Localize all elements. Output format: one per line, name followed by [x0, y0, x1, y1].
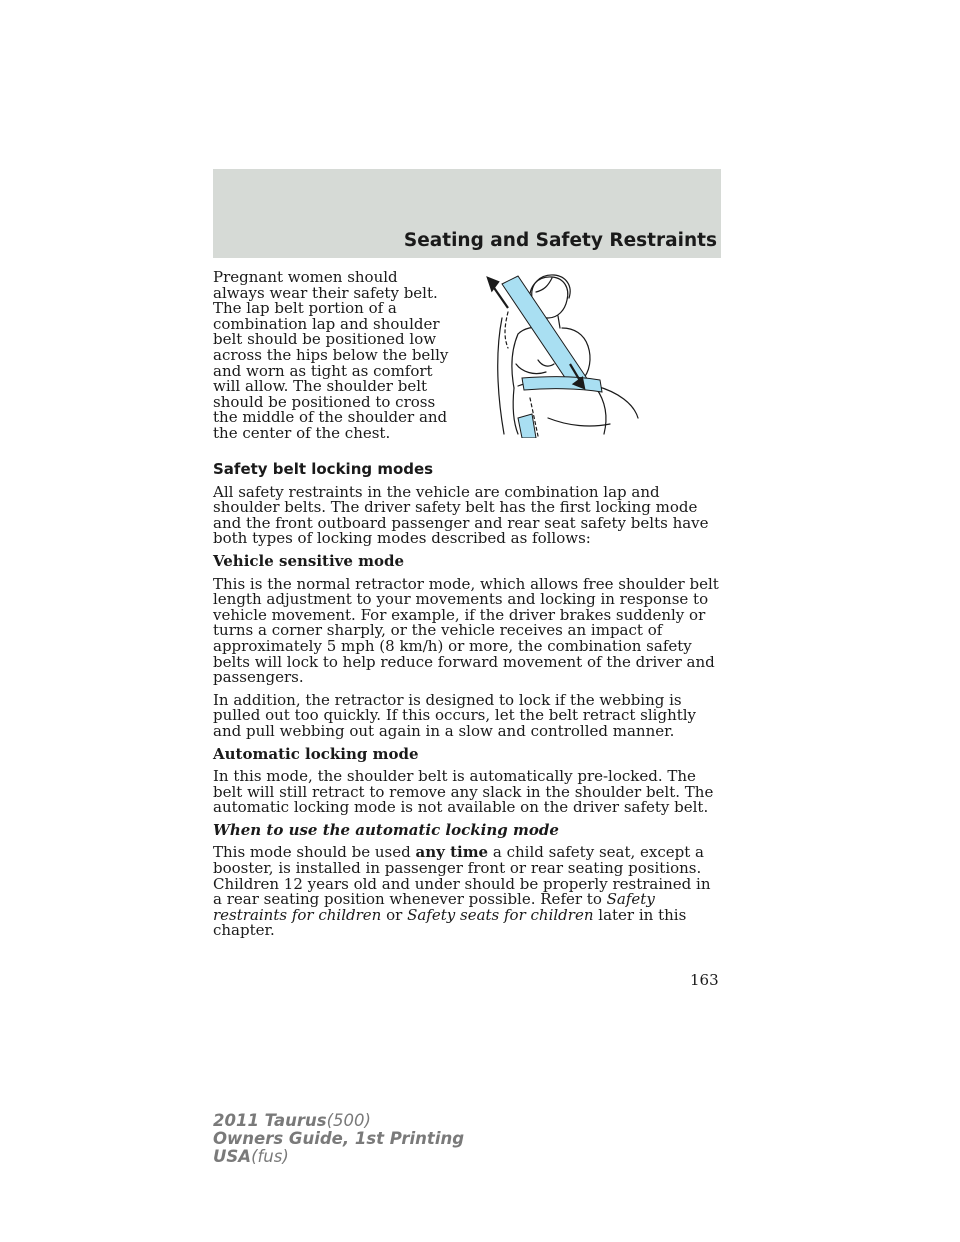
body-text — [213, 270, 723, 946]
automatic-locking-heading: Automatic locking mode — [213, 744, 419, 763]
footer-line-2: Owners Guide, 1st Printing — [213, 1129, 465, 1148]
footer-market: USA — [213, 1147, 252, 1166]
cross-reference-safety-seats: Safety seats for children — [407, 905, 594, 924]
footer-market-code: (fus) — [251, 1147, 289, 1166]
vehicle-sensitive-paragraph-1: This is the normal retractor mode, which allows free shoulder belt length adjustment to your movements and locking in response to vehicle movement. For example, if the driver brakes suddenly or turns a corner sharply, or the vehicle receives an impact of approximately 5 mph (8 km/h) or more, the combination safety belts will lock to help reduce forward movement of the driver and passengers. — [213, 574, 719, 687]
intro-paragraph: Pregnant women should always wear their safety belt. The lap belt portion of a combination lap and shoulder belt should be positioned low across the hips below the belly and worn as tight as comfort will allow. The shoulder belt should be positioned to cross the middle of the shoulder and the center of the chest. — [213, 268, 449, 442]
when-to-use-heading: When to use the automatic locking mode — [213, 820, 559, 839]
cross-reference-safety-restraints: Safety restraints for children — [213, 890, 655, 924]
footer-model: 2011 Taurus — [213, 1111, 327, 1130]
vehicle-sensitive-heading: Vehicle sensitive mode — [213, 551, 405, 570]
document-footer — [213, 1112, 464, 1166]
any-time-emphasis: any time — [415, 843, 489, 862]
when-to-use-text-start: This mode should be used — [213, 843, 416, 862]
when-to-use-text-or: or — [381, 905, 408, 924]
section-header-band — [213, 169, 721, 258]
vehicle-sensitive-paragraph-2: In addition, the retractor is designed to lock if the webbing is pulled out too quickly. If this occurs, let the belt retract slightly and pull webbing out again in a slow and controlled manner. — [213, 690, 697, 740]
locking-modes-paragraph: All safety restraints in the vehicle are combination lap and shoulder belts. The driver safety belt has the first locking mode and the front outboard passenger and rear seat safety belts have both types of locking modes described as follows: — [213, 482, 709, 548]
section-title: Seating and Safety Restraints — [403, 230, 717, 251]
when-to-use-text-end: later in this chapter. — [213, 905, 687, 940]
locking-modes-heading: Safety belt locking modes — [213, 460, 434, 478]
when-to-use-text-mid: a child safety seat, except a booster, is installed in passenger front or rear seating positions. Children 12 years old and under should be properly restrained in a rear seating position whenever possible. Refer to — [213, 843, 711, 909]
footer-line-3 — [213, 1148, 464, 1166]
automatic-locking-paragraph-1: In this mode, the shoulder belt is automatically pre-locked. The belt will still retract to remove any slack in the shoulder belt. The automatic locking mode is not available on the driver safety belt. — [213, 767, 714, 817]
footer-line-1 — [213, 1112, 464, 1130]
page-number: 163 — [690, 971, 719, 989]
footer-model-code: (500) — [326, 1111, 371, 1130]
when-to-use-paragraph — [213, 845, 723, 939]
